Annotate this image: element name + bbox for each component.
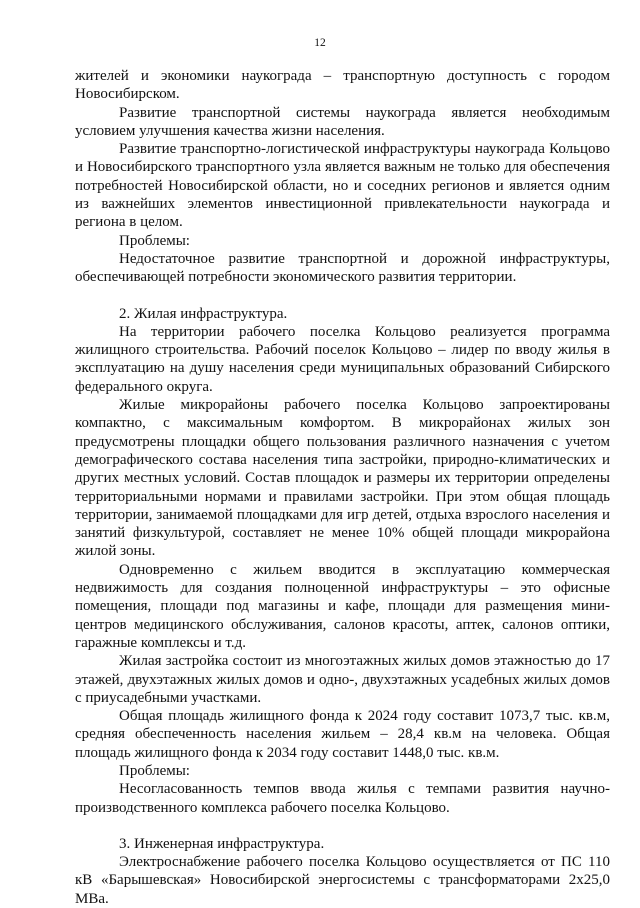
paragraph: Электроснабжение рабочего поселка Кольцово осуществляется от ПС 110 кВ «Барышевская» Новосибирской энергосистемы с трансформаторами 2х25,0 МВа. bbox=[75, 854, 610, 907]
paragraph: На территории рабочего поселка Кольцово реализуется программа жилищного строительства. Рабочий поселок Кольцово – лидер по вводу жилья в эксплуатацию на душу населения среди муниципальных образований Сибирского федерального округа. bbox=[75, 323, 610, 395]
paragraph: жителей и экономики наукограда – транспортную доступность с городом Новосибирском. bbox=[75, 68, 610, 103]
document-body bbox=[75, 67, 610, 908]
page-number: 12 bbox=[314, 37, 326, 49]
paragraph: Недостаточное развитие транспортной и дорожной инфраструктуры, обеспечивающей потребности экономического развития территории. bbox=[75, 250, 610, 286]
section-heading: 3. Инженерная инфраструктура. bbox=[119, 835, 325, 852]
paragraph: Развитие транспортно-логистической инфраструктуры наукограда Кольцово и Новосибирского транспортного узла является важным не только для обеспечения потребностей Новосибирской области, но и соседних регионов и является одним из важнейших элементов инвестиционной привлекательности наукограда и региона в целом. bbox=[75, 141, 610, 231]
paragraph: Жилые микрорайоны рабочего поселка Кольцово запроектированы компактно, с максимальным комфортом. В микрорайонах жилых зон предусмотрены площадки общего пользования различного назначения с учетом демографического состава населения типа застройки, природно-климатических и других местных условий. Состав площадок и размеры их территории определены территориальными нормами и правилами застройки. При этом общая площадь территории, занимаемой площадками для игр детей, отдыха взрослого населения и занятий физкультурой, составляет не менее 10% общей площади микрорайона жилой зоны. bbox=[75, 397, 610, 560]
paragraph: Несогласованность темпов ввода жилья с темпами развития научно-производственного комплекса рабочего поселка Кольцово. bbox=[75, 781, 610, 816]
paragraph: Развитие транспортной системы наукограда является необходимым условием улучшения качества жизни населения. bbox=[75, 104, 610, 139]
paragraph: Общая площадь жилищного фонда к 2024 году составит 1073,7 тыс. кв.м, средняя обеспеченность населения жильем – 28,4 кв.м на человека. Общая площадь жилищного фонда к 2034 году составит 1448,0 тыс. кв.м. bbox=[75, 708, 610, 761]
paragraph: Одновременно с жильем вводится в эксплуатацию коммерческая недвижимость для создания полноценной инфраструктуры – это офисные помещения, площади под магазины и кафе, площади для размещения мини-центров медицинского обслуживания, салонов красоты, аптек, салонов оптики, гаражные комплексы и т.д. bbox=[75, 561, 610, 651]
problems-heading: Проблемы: bbox=[119, 232, 190, 249]
spacer bbox=[75, 287, 610, 305]
section-heading: 2. Жилая инфраструктура. bbox=[119, 305, 288, 322]
problems-heading: Проблемы: bbox=[119, 762, 190, 779]
paragraph: Жилая застройка состоит из многоэтажных жилых домов этажностью до 17 этажей, двухэтажных жилых домов и одно-, двухэтажных усадебных жилых домов с приусадебными участками. bbox=[75, 653, 610, 706]
spacer bbox=[75, 817, 610, 835]
